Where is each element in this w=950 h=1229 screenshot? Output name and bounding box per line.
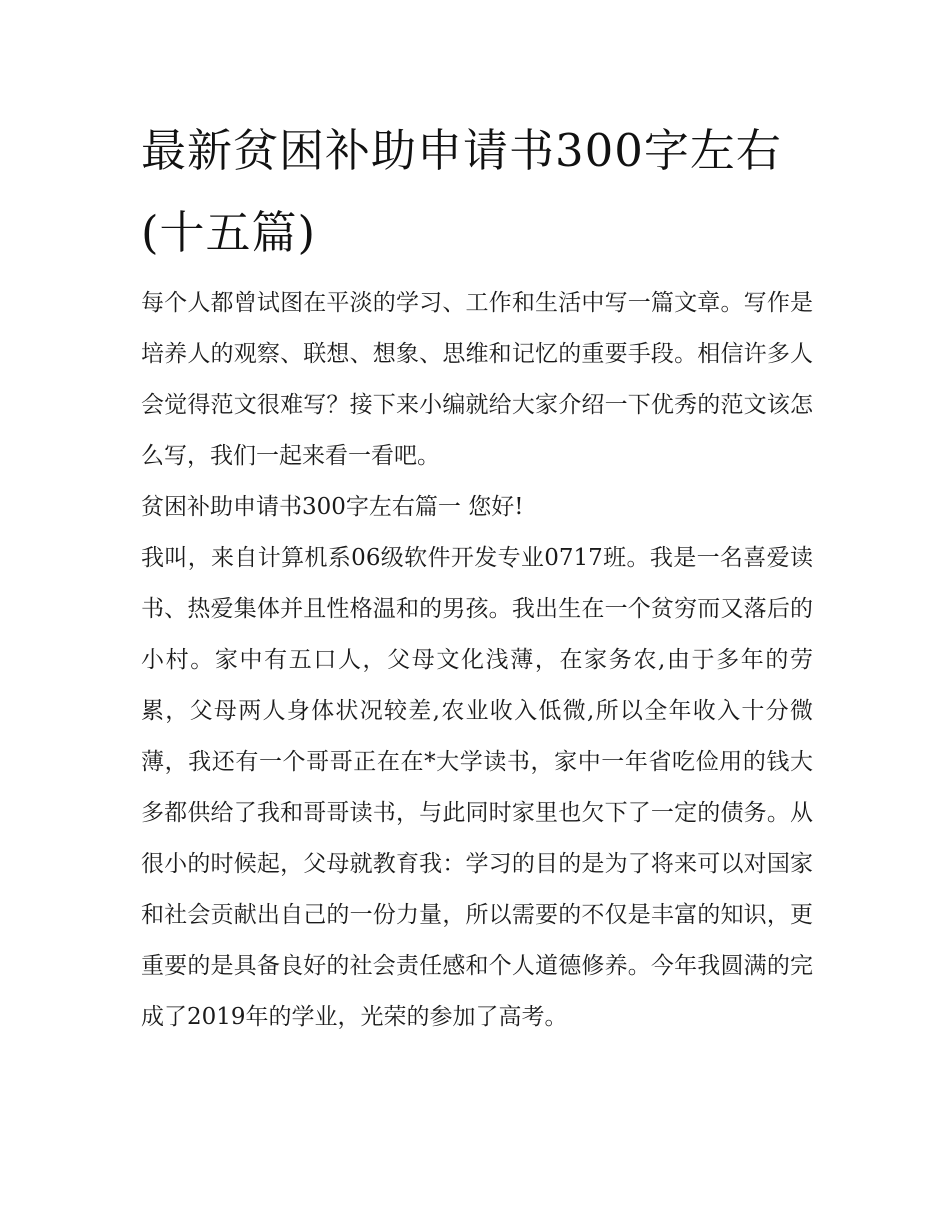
document-title: 最新贫困补助申请书300字左右(十五篇) [141,124,782,259]
body-paragraph: 我叫，来自计算机系06级软件开发专业0717班。我是一名喜爱读书、热爱集体并且性格温和的男孩。我出生在一个贫穷而又落后的小村。家中有五口人，父母文化浅薄，在家务农,由于多年的劳累，父母两人身体状况较差,农业收入低微,所以全年收入十分微薄，我还有一个哥哥正在在*大学读书，家中一年省吃俭用的钱大多都供给了我和哥哥读书，与此同时家里也欠下了一定的债务。从很小的时候起，父母就教育我：学习的目的是为了将来可以对国家和社会贡献出自己的一份力量，所以需要的不仅是丰富的知识，更重要的是具备良好的社会责任感和个人道德修养。今年我圆满的完成了2019年的学业，光荣的参加了高考。 [141,545,813,1030]
intro-paragraph: 每个人都曾试图在平淡的学习、工作和生活中写一篇文章。写作是培养人的观察、联想、想象、思维和记忆的重要手段。相信许多人会觉得范文很难写？接下来小编就给大家介绍一下优秀的范文该怎么写，我们一起来看一看吧。 [141,290,813,469]
section-heading: 贫困补助申请书300字左右篇一 您好! [141,494,524,520]
document-page [141,110,813,1043]
